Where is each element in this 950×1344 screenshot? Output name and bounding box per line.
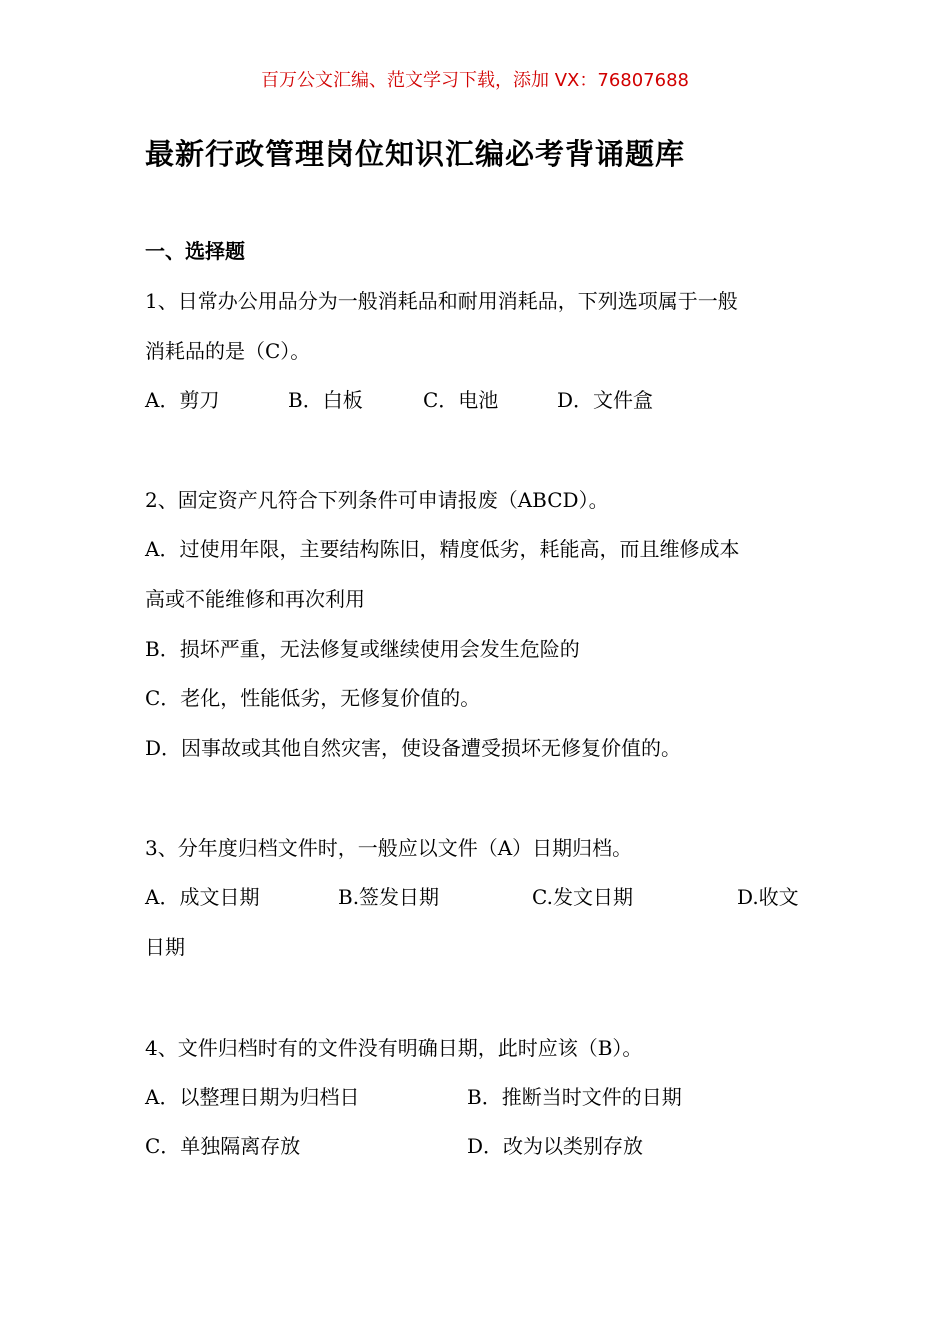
question-2-option-a-line-1: A．过使用年限，主要结构陈旧，精度低劣，耗能高，而且维修成本 [145, 537, 740, 561]
question-3-option-c: C.发文日期 [532, 885, 633, 909]
question-1-option-b: B．白板 [288, 388, 363, 412]
watermark-header: 百万公文汇编、范文学习下载，添加 VX：76807688 [261, 70, 689, 91]
question-2-option-a-line-2: 高或不能维修和再次利用 [145, 587, 365, 611]
question-1-option-c: C．电池 [423, 388, 499, 412]
question-4-option-d: D．改为以类别存放 [467, 1134, 644, 1158]
question-2-option-c: C．老化，性能低劣，无修复价值的。 [145, 686, 481, 710]
question-3-option-d-continued: 日期 [145, 935, 185, 959]
question-4-option-a: A．以整理日期为归档日 [145, 1085, 360, 1109]
question-1-option-a: A．剪刀 [145, 388, 220, 412]
question-3-stem: 3、分年度归档文件时，一般应以文件（A）日期归档。 [145, 836, 633, 860]
question-1-option-d: D．文件盒 [557, 388, 654, 412]
question-1-stem-line-1: 1、日常办公用品分为一般消耗品和耐用消耗品，下列选项属于一般 [145, 289, 738, 313]
question-4-option-b: B．推断当时文件的日期 [467, 1085, 682, 1109]
question-4-stem: 4、文件归档时有的文件没有明确日期，此时应该（B）。 [145, 1036, 643, 1060]
question-2-option-b: B．损坏严重，无法修复或继续使用会发生危险的 [145, 637, 580, 661]
question-2-stem: 2、固定资产凡符合下列条件可申请报废（ABCD）。 [145, 488, 609, 512]
question-1-stem-line-2: 消耗品的是（C）。 [145, 339, 311, 363]
question-3-option-a: A．成文日期 [145, 885, 260, 909]
document-title: 最新行政管理岗位知识汇编必考背诵题库 [145, 137, 686, 171]
question-2-option-d: D．因事故或其他自然灾害，使设备遭受损坏无修复价值的。 [145, 736, 682, 760]
question-4-option-c: C．单独隔离存放 [145, 1134, 301, 1158]
question-3-option-b: B.签发日期 [338, 885, 440, 909]
question-3-option-d: D.收文 [737, 885, 799, 909]
section-heading: 一、选择题 [145, 239, 245, 263]
